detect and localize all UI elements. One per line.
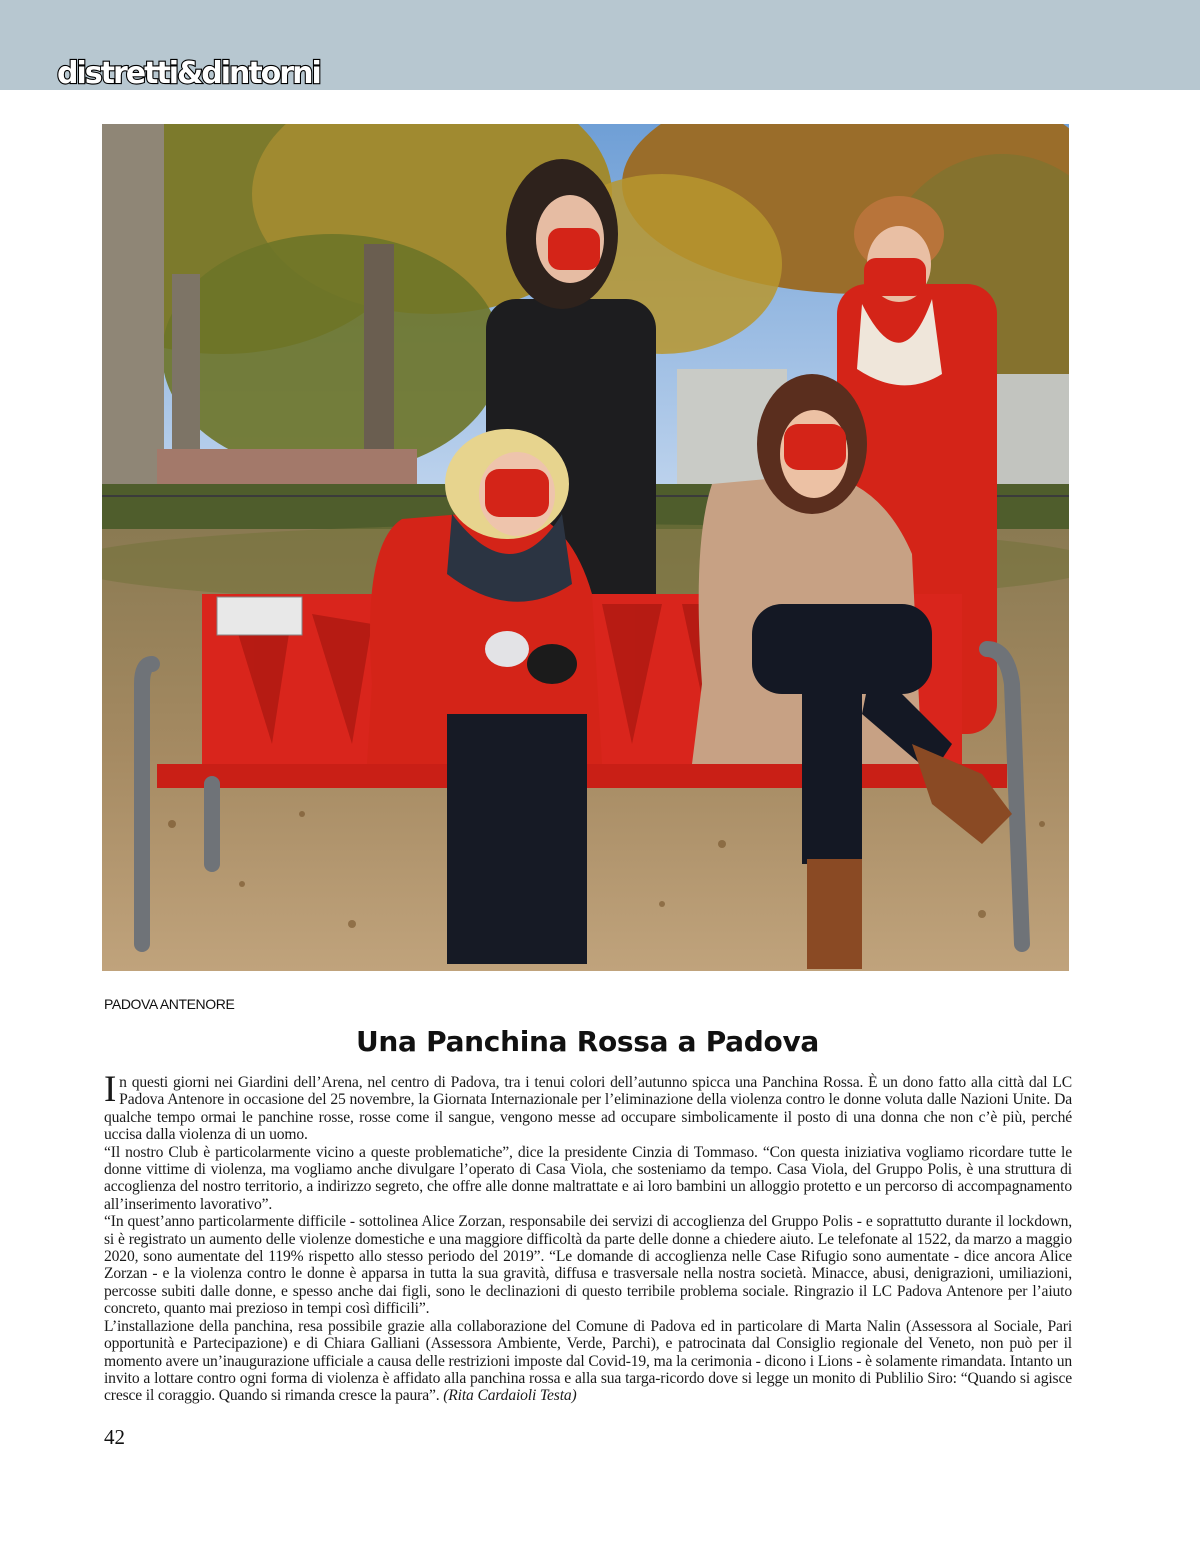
paragraph-1 (104, 1069, 1072, 1144)
paragraph-text: n questi giorni nei Giardini dell’Arena, nel centro di Padova, tra i tenui colori dell’autunno spicca una Panchina Rossa. È un dono fatto alla città dal LC Padova Antenore in occasione del 25 novembre, la Giornata Internazionale per l’eliminazione della violenza contro le donne voluta dalle Nazioni Unite. Da qualche tempo ormai le panchine rosse, rosse come il sangue, vengono messe ad occupare simbolicamente il posto di una donna che non c’è più, perché uccisa dalla violenza di un uomo. (104, 1074, 1072, 1144)
paragraph-3: “In quest’anno particolarmente difficile - sottolinea Alice Zorzan, responsabile dei servizi di accoglienza del Gruppo Polis - e soprattutto durante il lockdown, si è registrato un aumento delle violenze domestiche e una maggiore difficoltà da parte delle donne a chiedere aiuto. Le telefonate al 1522, da marzo a maggio 2020, sono aumentate del 119% rispetto allo stesso periodo del 2019”. “Le domande di accoglienza nelle Case Rifugio sono aumentate - dice ancora Alice Zorzan - e la violenza contro le donne è apparsa in tutta la sua gravità, diffusa e trasversale nella nostra società. Minacce, abusi, denigrazioni, umiliazioni, percosse subiti dalle donne, e spesso anche dai figli, sono le declinazioni di questo terribile problema sociale. Ringrazio il LC Padova Antenore per l’aiuto concreto, quanto mai prezioso in tempi così difficili”. (104, 1213, 1072, 1318)
article-body (104, 1069, 1072, 1405)
article-kicker: PADOVA ANTENORE (104, 996, 235, 1012)
photo-illustration (102, 124, 1069, 971)
paragraph-text: L’installazione della panchina, resa possibile grazie alla collaborazione del Comune di Padova ed in particolare di Marta Nalin (Assessora al Sociale, Pari opportunità e Partecipazione) e di Chiara Galliani (Assessora Ambiente, Verde, Parchi), e patrocinata dal Consiglio regionale del Veneto, non può per il momento avere un’inaugurazione ufficiale a causa delle restrizioni imposte dal Covid-19, ma la cerimonia - dicono i Lions - è solamente rimandata. Intanto un invito a lottare contro ogni forma di violenza è affidato alla panchina rossa e alla sua targa-ricordo dove si legge un monito di Publilio Siro: “Quando si agisce cresce il coraggio. Quando si rimanda cresce la paura”. (104, 1317, 1072, 1405)
section-logo: distretti&dintorni (57, 56, 320, 91)
page-number: 42 (104, 1425, 125, 1449)
drop-cap: I (104, 1069, 117, 1110)
byline: (Rita Cardaioli Testa) (443, 1387, 577, 1405)
bench-plaque (217, 597, 302, 635)
paragraph-4 (104, 1318, 1072, 1405)
article-photo (102, 124, 1069, 971)
article-title: Una Panchina Rossa a Padova (355, 1025, 820, 1058)
paragraph-2: “Il nostro Club è particolarmente vicino a queste problematiche”, dice la presidente Cinzia di Tommaso. “Con questa iniziativa vogliamo ricordare tutte le donne vittime di violenza, ma vogliamo anche divulgare l’operato di Casa Viola, che sosteniamo da tempo. Casa Viola, del Gruppo Polis, è una struttura di accoglienza del nostro territorio, a indirizzo segreto, che offre alle donne maltrattate e ai loro bambini un alloggio protetto e un percorso di accompagnamento all’inserimento lavorativo”. (104, 1143, 1072, 1213)
